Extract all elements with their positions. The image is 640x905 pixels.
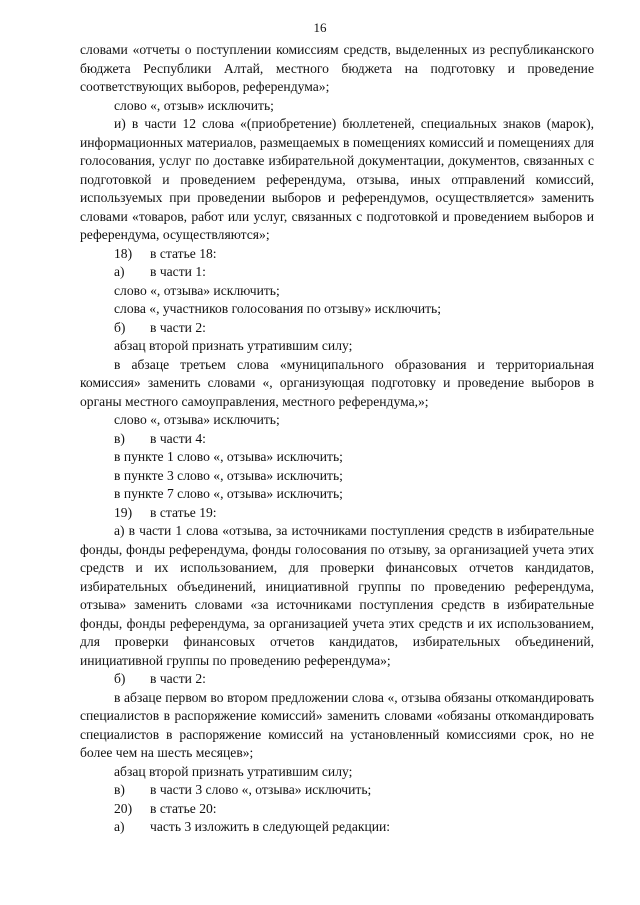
paragraph: [80, 300, 594, 319]
document-body: [80, 41, 594, 837]
paragraph: [80, 41, 594, 97]
paragraph: [80, 485, 594, 504]
paragraph: [80, 448, 594, 467]
paragraph-text: слово «, отзыв» исключить;: [114, 97, 274, 113]
paragraph: [80, 504, 594, 523]
paragraph: [80, 115, 594, 245]
paragraph-marker: а): [114, 819, 125, 834]
paragraph: [80, 781, 594, 800]
paragraph: [80, 319, 594, 338]
paragraph-text: слово «, отзыва» исключить;: [114, 412, 280, 427]
paragraph: [80, 689, 594, 763]
paragraph-text: в части 2:: [150, 671, 206, 686]
paragraph-text: в части 12 слова «(приобретение) бюллетеней, специальных знаков (марок), информационных материалов, размещаемых в помещениях комиссий и помещениях для голосования, услуг по доставке избирательной документации, документов, связанных с подготовкой и проведением референдума, отзыва, иных отправлений комиссий, используемых при проведении выборов и референдумов, осуществляется» заменить словами «товаров, работ или услуг, связанных с подготовкой и проведением выборов и референдума, осуществляются»;: [80, 116, 594, 242]
paragraph-text: в пункте 3 слово «, отзыва» исключить;: [114, 467, 343, 483]
paragraph-text: в абзаце первом во втором предложении слова «, отзыва обязаны откомандировать специалистов в распоряжение комиссий» заменить словами «обязаны откомандировать специалистов в распоряжение комиссий на установленный комиссиями срок, но не более чем на шесть месяцев»;: [80, 689, 594, 760]
paragraph: [80, 337, 594, 356]
paragraph: [80, 430, 594, 449]
paragraph-text: в пункте 1 слово «, отзыва» исключить;: [114, 449, 343, 464]
paragraph: [80, 522, 594, 670]
paragraph-marker: в): [114, 430, 125, 446]
paragraph: [80, 245, 594, 264]
paragraph-text: в статье 18:: [150, 245, 217, 261]
paragraph-text: в статье 20:: [150, 800, 217, 816]
paragraph: [80, 411, 594, 430]
paragraph-text: в статье 19:: [150, 504, 217, 520]
paragraph-marker: в): [114, 782, 125, 797]
paragraph-marker: б): [114, 319, 126, 335]
paragraph-text: слова «, участников голосования по отзыву» исключить;: [114, 301, 442, 316]
paragraph: [80, 670, 594, 689]
paragraph-text: в абзаце третьем слова «муниципального образования и территориальная комиссия» заменить словами «, организующая подготовку и проведение выборов в органы местного самоуправления, местного референдума,»;: [80, 356, 594, 409]
paragraph-text: в части 1 слова «отзыва, за источниками поступления средств в избирательные фонды, фонды референдума, фонды голосования по отзыву, за организацией учета этих средств и их использованием, для проверки финансовых отчетов кандидатов, избирательных объединений, инициативной группы по проведению референдума, отзыва» заменить словами «за источниками поступления средств в избирательные фонды, фонды референдума, за организацией учета этих средств и их использованием, для проверки финансовых отчетов кандидатов, избирательных объединений, инициативной группы по проведению референдума»;: [80, 523, 594, 668]
paragraph: [80, 800, 594, 819]
paragraph-text: в части 2:: [150, 319, 206, 335]
paragraph: [80, 282, 594, 301]
paragraph-marker: а): [114, 264, 125, 279]
paragraph-marker: и): [114, 116, 126, 131]
paragraph: [80, 818, 594, 837]
paragraph: [80, 467, 594, 486]
paragraph: [80, 263, 594, 282]
paragraph: [80, 763, 594, 782]
paragraph-text: часть 3 изложить в следующей редакции:: [150, 819, 391, 834]
paragraph-text: словами «отчеты о поступлении комиссиям средств, выделенных из республиканского бюджета Республики Алтай, местного бюджета на подготовку и проведение соответствующих выборов, референдума»;: [80, 42, 594, 94]
paragraph-marker: б): [114, 671, 126, 686]
paragraph-text: абзац второй признать утратившим силу;: [114, 763, 353, 779]
paragraph-text: в пункте 7 слово «, отзыва» исключить;: [114, 486, 343, 501]
paragraph-marker: 19): [114, 504, 133, 520]
paragraph-text: абзац второй признать утратившим силу;: [114, 338, 353, 353]
paragraph-text: в части 1:: [150, 264, 206, 279]
paragraph: [80, 356, 594, 412]
paragraph-text: слово «, отзыва» исключить;: [114, 282, 280, 298]
paragraph-text: в части 4:: [150, 430, 206, 446]
paragraph-text: в части 3 слово «, отзыва» исключить;: [150, 782, 372, 797]
paragraph-marker: 20): [114, 800, 133, 816]
paragraph-marker: а): [114, 523, 125, 538]
paragraph-marker: 18): [114, 245, 133, 261]
page-number: 16: [313, 20, 327, 35]
paragraph: [80, 97, 594, 116]
